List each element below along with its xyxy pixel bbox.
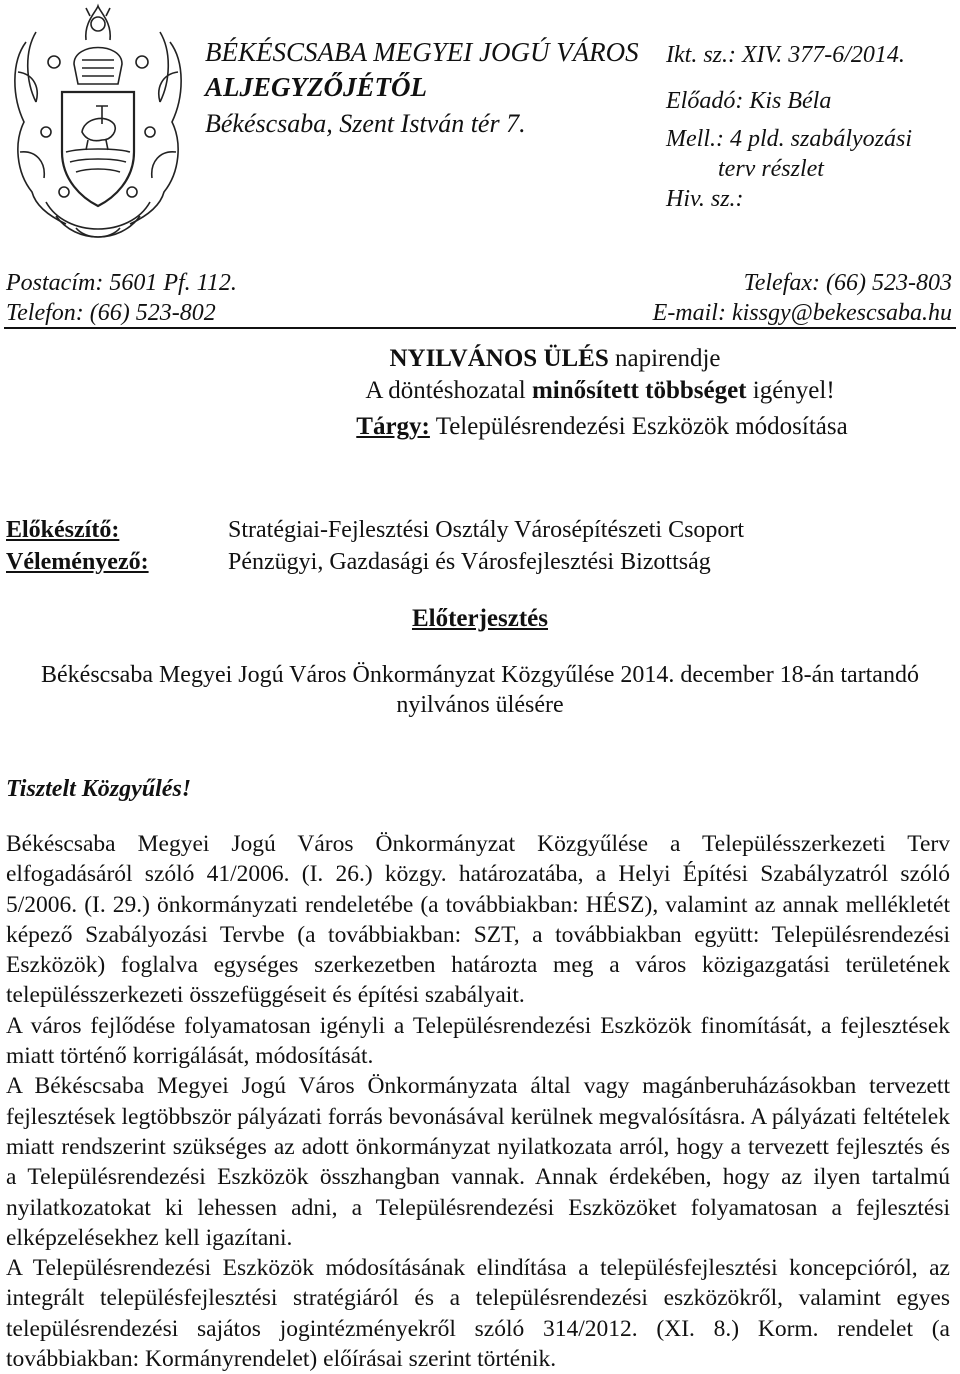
decision-prefix: A döntéshozatal <box>365 377 532 404</box>
preparer-values <box>228 514 744 578</box>
paragraph: A város fejlődése folyamatosan igényli a Településrendezési Eszközök finomítását, a fejlesztések miatt történő korrigálását, módosítását. <box>6 1012 950 1070</box>
session-line <box>0 344 960 374</box>
coat-of-arms-icon <box>6 2 190 248</box>
document-subtitle <box>0 660 960 720</box>
header-divider <box>4 327 956 329</box>
decision-line <box>0 376 960 406</box>
subtitle-line-1: Békéscsaba Megyei Jogú Város Önkormányzat Közgyűlése 2014. december 18-án tartandó <box>41 662 919 688</box>
preparer-value: Stratégiai-Fejlesztési Osztály Városépítészeti Csoport <box>228 517 745 543</box>
reviewer-label: Véleményező: <box>6 549 149 575</box>
org-address: Békéscsaba, Szent István tér 7. <box>205 109 526 138</box>
paragraph: Békéscsaba Megyei Jogú Város Önkormányzat Közgyűlése a Településszerkezeti Terv elfogadásáról szóló 41/2006. (I. 26.) közgy. határozatába, a Helyi Építési Szabályzatról szóló 5/2006. (I. 29.) önkormányzati rendeletébe (a továbbiakban: HÉSZ), valamint az annak mellékletét képező Szabályozási Tervbe (a továbbiakban: SZT, a továbbiakban együtt: Településrendezési Eszközök) foglalva egységes szerkezetben határozta meg a város közigazgatási területének településszerkezeti összefüggéseit és építési szabályait. <box>6 831 950 1009</box>
reviewer-value: Pénzügyi, Gazdasági és Városfejlesztési Bizottság <box>228 549 711 575</box>
case-officer: Előadó: Kis Béla <box>666 88 832 114</box>
contact-right <box>653 268 952 328</box>
session-suffix: napirendje <box>608 345 721 372</box>
subject-label: Tárgy: <box>356 413 430 440</box>
decision-suffix: igényel! <box>746 377 835 404</box>
preparer-labels <box>6 514 149 578</box>
session-type: NYILVÁNOS ÜLÉS <box>389 345 609 372</box>
reference-number: Hiv. sz.: <box>666 186 744 212</box>
org-header <box>205 36 655 142</box>
postal-address: Postacím: 5601 Pf. 112. <box>6 270 237 296</box>
document-title: Előterjesztés <box>411 605 549 632</box>
reference-block <box>666 40 956 214</box>
contact-left <box>6 268 237 328</box>
paragraph: A Településrendezési Eszközök módosításának elindítása a településfejlesztési koncepcióról, az integrált településfejlesztési stratégiáról és a településrendezési eszközökről, valamint egyes településrendezési sajátos jogintézményekről szóló 314/2012. (XI. 8.) Korm. rendelet (a továbbiakban: Kormányrendelet) előírásai szerint történik. <box>6 1255 950 1373</box>
paragraph: A Békéscsaba Megyei Jogú Város Önkormányzata által vagy magánberuházásokban tervezett fejlesztések legtöbbször pályázati forrás bevonásával kerülnek megvalósításra. A pályázati feltételek miatt rendszerint szükséges az adott önkormányzat nyilatkozata arról, hogy a tervezett fejlesztés és a Településrendezési Eszközök összhangban vannak. Annak érdekében, hogy az ilyen tartalmú nyilatkozatokat ki lehessen adni, a Településrendezési Eszközöket folyamatosan a fejlesztési elképzelésekhez kell igazítani. <box>6 1073 950 1251</box>
subject-line <box>0 412 960 442</box>
phone-number: Telefon: (66) 523-802 <box>6 300 216 326</box>
attachment-line-1: Mell.: 4 pld. szabályozási <box>666 126 912 152</box>
office-name: ALJEGYZŐJÉTŐL <box>205 72 427 102</box>
body-text <box>6 829 950 1374</box>
email-address: E-mail: kissgy@bekescsaba.hu <box>652 300 952 326</box>
fax-number: Telefax: (66) 523-803 <box>743 270 952 296</box>
salutation: Tisztelt Közgyűlés! <box>6 776 192 802</box>
registration-number: Ikt. sz.: XIV. 377-6/2014. <box>666 42 905 68</box>
decision-majority: minősített többséget <box>531 377 747 404</box>
attachment-line-2: terv részlet <box>718 156 824 182</box>
preparer-label: Előkészítő: <box>6 517 120 543</box>
org-name: BÉKÉSCSABA MEGYEI JOGÚ VÁROS <box>205 37 639 67</box>
subject-value: Településrendezési Eszközök módosítása <box>429 413 848 440</box>
subtitle-line-2: nyilvános ülésére <box>396 692 564 718</box>
